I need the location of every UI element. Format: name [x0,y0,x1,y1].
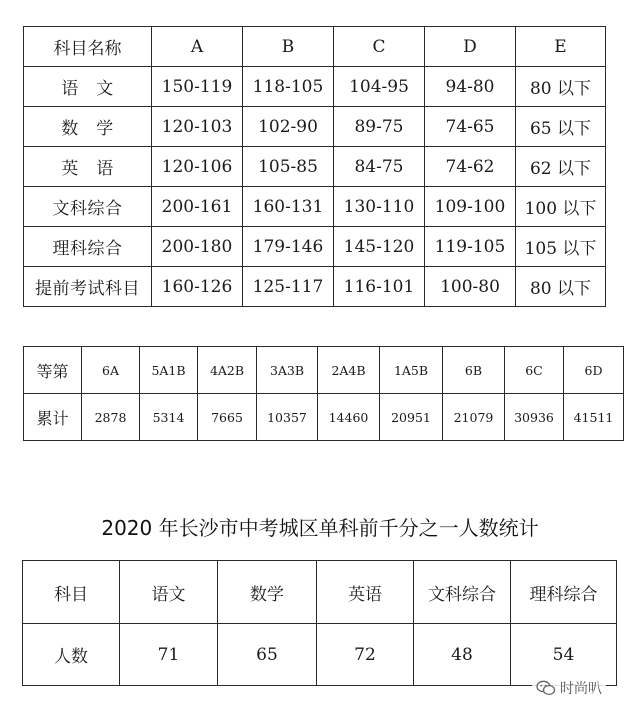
section-title: 2020 年长沙市中考城区单科前千分之一人数统计 [101,516,539,540]
watermark [532,676,606,700]
table-cell: 65 以下 [516,107,606,147]
level-cell: 2A4B [318,347,380,394]
table-cell: 160-131 [243,187,334,227]
level-cell: 6D [564,347,624,394]
header-cell: 数学 [218,561,317,624]
level-cell: 3A3B [257,347,318,394]
table-cell: 120-106 [152,147,243,187]
count-cell: 71 [120,624,218,686]
table-cell: 130-110 [334,187,425,227]
table-cell: 62 以下 [516,147,606,187]
count-cell: 54 [511,624,617,686]
count-cell: 48 [414,624,511,686]
header-cell: C [334,27,425,67]
subject-name: 理科综合 [24,227,152,267]
table-cell: 74-62 [425,147,516,187]
table-cell: 125-117 [243,267,334,307]
subject-name: 语 文 [24,67,152,107]
total-cell: 2878 [82,394,140,441]
table-row-totals [24,394,624,441]
table-cell: 200-161 [152,187,243,227]
table-cell: 120-103 [152,107,243,147]
total-cell: 30936 [505,394,564,441]
table-cell: 74-65 [425,107,516,147]
table-row [24,267,606,307]
total-cell: 14460 [318,394,380,441]
level-cell: 5A1B [140,347,198,394]
table-header-row [23,561,617,624]
table-cell: 200-180 [152,227,243,267]
subject-name: 文科综合 [24,187,152,227]
table-row [24,227,606,267]
level-cell: 4A2B [198,347,257,394]
table-row [23,624,617,686]
subject-name: 提前考试科目 [24,267,152,307]
table-cell: 105-85 [243,147,334,187]
table-cell: 104-95 [334,67,425,107]
row-label: 人数 [23,624,120,686]
level-cell: 6B [443,347,505,394]
subject-name: 数 学 [24,107,152,147]
total-cell: 7665 [198,394,257,441]
table-cell: 160-126 [152,267,243,307]
table-row [24,107,606,147]
grade-range-table [23,26,606,307]
level-cell: 6C [505,347,564,394]
header-cell: 科目 [23,561,120,624]
row-label: 等第 [24,347,82,394]
header-cell: 文科综合 [414,561,511,624]
table-cell: 150-119 [152,67,243,107]
table-cell: 80 以下 [516,67,606,107]
table-cell: 179-146 [243,227,334,267]
total-cell: 10357 [257,394,318,441]
table-cell: 145-120 [334,227,425,267]
table-cell: 118-105 [243,67,334,107]
total-cell: 20951 [380,394,443,441]
header-cell: 科目名称 [24,27,152,67]
table-cell: 100-80 [425,267,516,307]
total-cell: 41511 [564,394,624,441]
wechat-icon [536,680,556,696]
table-row [24,147,606,187]
cumulative-count-table [23,346,624,441]
total-cell: 21079 [443,394,505,441]
table-row [24,187,606,227]
count-cell: 72 [317,624,414,686]
row-label: 累计 [24,394,82,441]
level-cell: 1A5B [380,347,443,394]
table-cell: 94-80 [425,67,516,107]
header-cell: 理科综合 [511,561,617,624]
table-row-levels [24,347,624,394]
table-row [24,67,606,107]
header-cell: E [516,27,606,67]
subject-name: 英 语 [24,147,152,187]
table-cell: 100 以下 [516,187,606,227]
header-cell: B [243,27,334,67]
table-cell: 105 以下 [516,227,606,267]
table-cell: 102-90 [243,107,334,147]
top-thousandth-table [22,560,617,686]
header-cell: A [152,27,243,67]
table-cell: 109-100 [425,187,516,227]
header-cell: 英语 [317,561,414,624]
table-cell: 80 以下 [516,267,606,307]
total-cell: 5314 [140,394,198,441]
table-cell: 84-75 [334,147,425,187]
header-cell: 语文 [120,561,218,624]
table-cell: 89-75 [334,107,425,147]
watermark-text: 时尚叭 [560,681,602,697]
count-cell: 65 [218,624,317,686]
table-cell: 116-101 [334,267,425,307]
table-cell: 119-105 [425,227,516,267]
header-cell: D [425,27,516,67]
level-cell: 6A [82,347,140,394]
table-header-row [24,27,606,67]
